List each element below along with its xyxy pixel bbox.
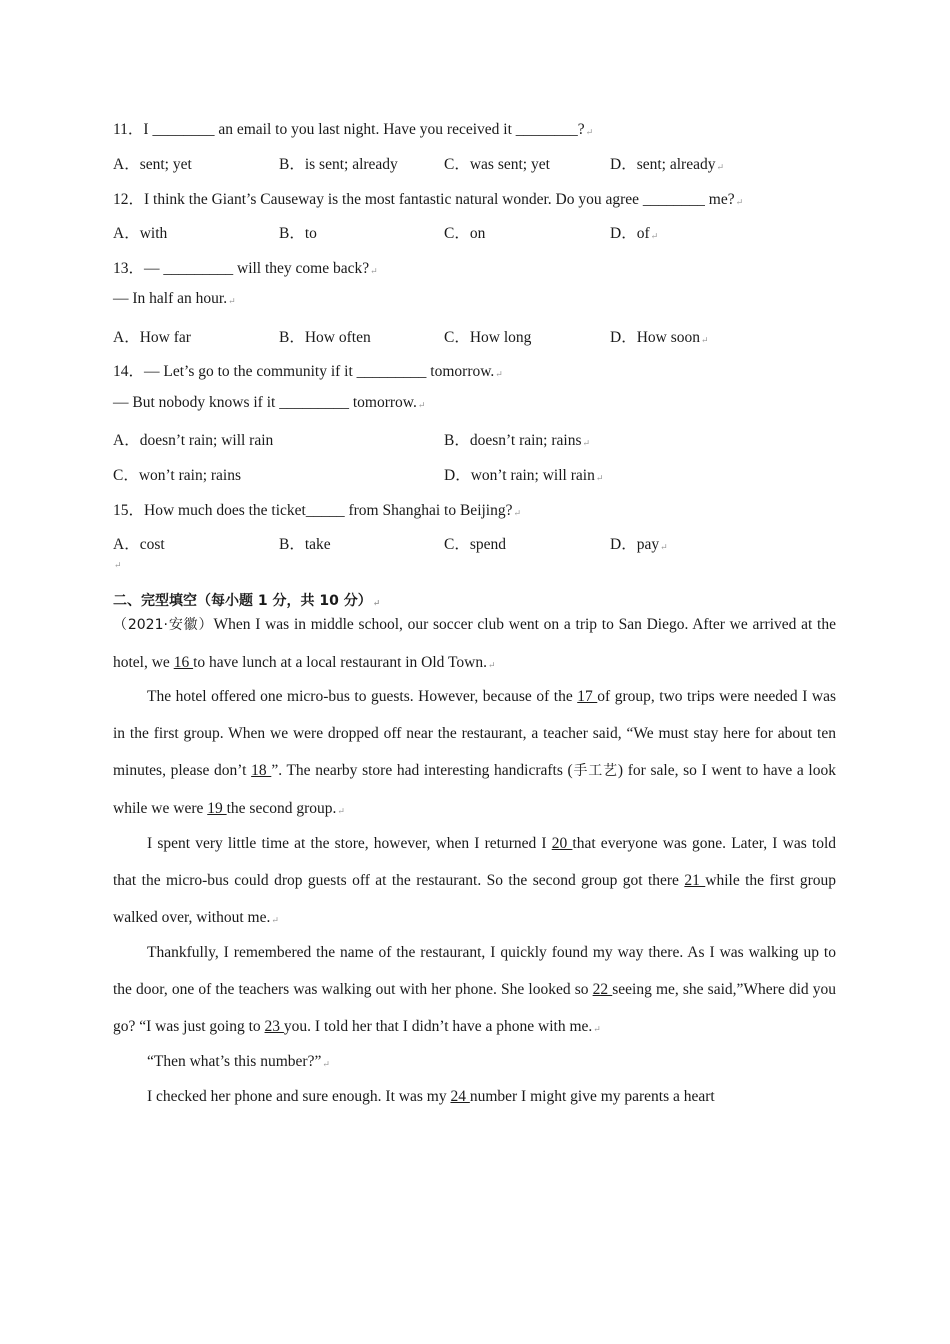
question-15-option-d: D．pay↵ bbox=[610, 536, 668, 553]
section-heading: 二、完型填空（每小题 1 分，共 10 分）↵ bbox=[113, 593, 381, 609]
passage-paragraph-3: I spent very little time at the store, however, when I returned I 20 that everyone was gone. Later, I was told that the micro-bus could drop guests off at the restaurant. So the second group got there 21 while the first group walked over, without me.↵ bbox=[113, 835, 837, 926]
handicrafts-chinese: 手工艺 bbox=[572, 763, 618, 779]
question-14-option-b: B．doesn’t rain; rains↵ bbox=[444, 432, 591, 449]
blank-18: 18 bbox=[251, 762, 272, 779]
question-13-option-d: D．How soon↵ bbox=[610, 329, 709, 346]
blank-19: 19 bbox=[207, 800, 227, 817]
passage-paragraph-4: Thankfully, I remembered the name of the restaurant, I quickly found my way there. As I was walking up to the door, one of the teachers was walking out with her phone. She looked so 22 seeing me, she said,”Where did you go? “I was just going to 23 you. I told her that I didn’t have a phone with me.↵ bbox=[113, 944, 836, 1035]
question-11-option-a: A．sent; yet bbox=[113, 156, 192, 173]
question-15-option-a: A．cost bbox=[113, 536, 165, 553]
blank-21: 21 bbox=[684, 872, 706, 889]
question-15-option-b: B．take bbox=[279, 536, 331, 553]
question-11-option-b: B．is sent; already bbox=[279, 156, 398, 173]
question-15-stem: 15．How much does the ticket_____ from Shanghai to Beijing?↵ bbox=[113, 502, 522, 519]
question-13-option-b: B．How often bbox=[279, 329, 371, 346]
blank-24: 24 bbox=[450, 1088, 470, 1105]
blank-20: 20 bbox=[551, 835, 573, 852]
question-14-option-a: A．doesn’t rain; will rain bbox=[113, 432, 274, 449]
question-14-stem: 14．— Let’s go to the community if it _________ tomorrow.↵ bbox=[113, 363, 503, 380]
question-14-option-c: C．won’t rain; rains bbox=[113, 467, 242, 484]
question-14-reply: — But nobody knows if it _________ tomorrow.↵ bbox=[113, 394, 426, 411]
question-11-option-d: D．sent; already↵ bbox=[610, 156, 724, 173]
blank-22: 22 bbox=[592, 981, 613, 998]
question-14-option-d: D．won’t rain; will rain↵ bbox=[444, 467, 604, 484]
blank-17: 17 bbox=[577, 688, 598, 705]
question-13-option-a: A．How far bbox=[113, 329, 191, 346]
question-12-option-a: A．with bbox=[113, 225, 168, 242]
passage-paragraph-2: The hotel offered one micro-bus to guests. However, because of the 17 of group, two trips were needed I was in the first group. When we were dropped off near the restaurant, a teacher said, “We must stay here for about ten minutes, please don’t 18 ”. The nearby store had interesting handicrafts (手工艺) for sale, so I went to have a look while we were 19 the second group.↵ bbox=[113, 688, 836, 817]
blank-16: 16 bbox=[173, 654, 194, 671]
passage-paragraph-6: I checked her phone and sure enough. It was my 24 number I might give my parents a heart bbox=[147, 1088, 715, 1105]
question-12-option-c: C．on bbox=[444, 225, 486, 242]
question-12-option-d: D．of↵ bbox=[610, 225, 659, 242]
question-15-option-c: C．spend bbox=[444, 536, 507, 553]
question-13-stem: 13．— _________ will they come back?↵ bbox=[113, 260, 378, 277]
question-12-stem: 12．I think the Giant’s Causeway is the most fantastic natural wonder. Do you agree ________ me?↵ bbox=[113, 191, 744, 208]
source-tag: （2021·安徽） bbox=[113, 617, 214, 633]
paragraph-mark: ↵ bbox=[114, 560, 122, 570]
blank-23: 23 bbox=[264, 1018, 284, 1035]
passage-paragraph-1: （2021·安徽）When I was in middle school, our soccer club went on a trip to San Diego. After we arrived at the hotel, we 16 to have lunch at a local restaurant in Old Town.↵ bbox=[113, 616, 836, 671]
question-11-stem: 11．I ________ an email to you last night. Have you received it ________?↵ bbox=[113, 121, 594, 138]
question-12-option-b: B．to bbox=[279, 225, 317, 242]
passage-paragraph-5: “Then what’s this number?”↵ bbox=[147, 1053, 330, 1070]
question-11-option-c: C．was sent; yet bbox=[444, 156, 550, 173]
question-13-option-c: C．How long bbox=[444, 329, 532, 346]
question-13-reply: — In half an hour.↵ bbox=[113, 290, 236, 307]
